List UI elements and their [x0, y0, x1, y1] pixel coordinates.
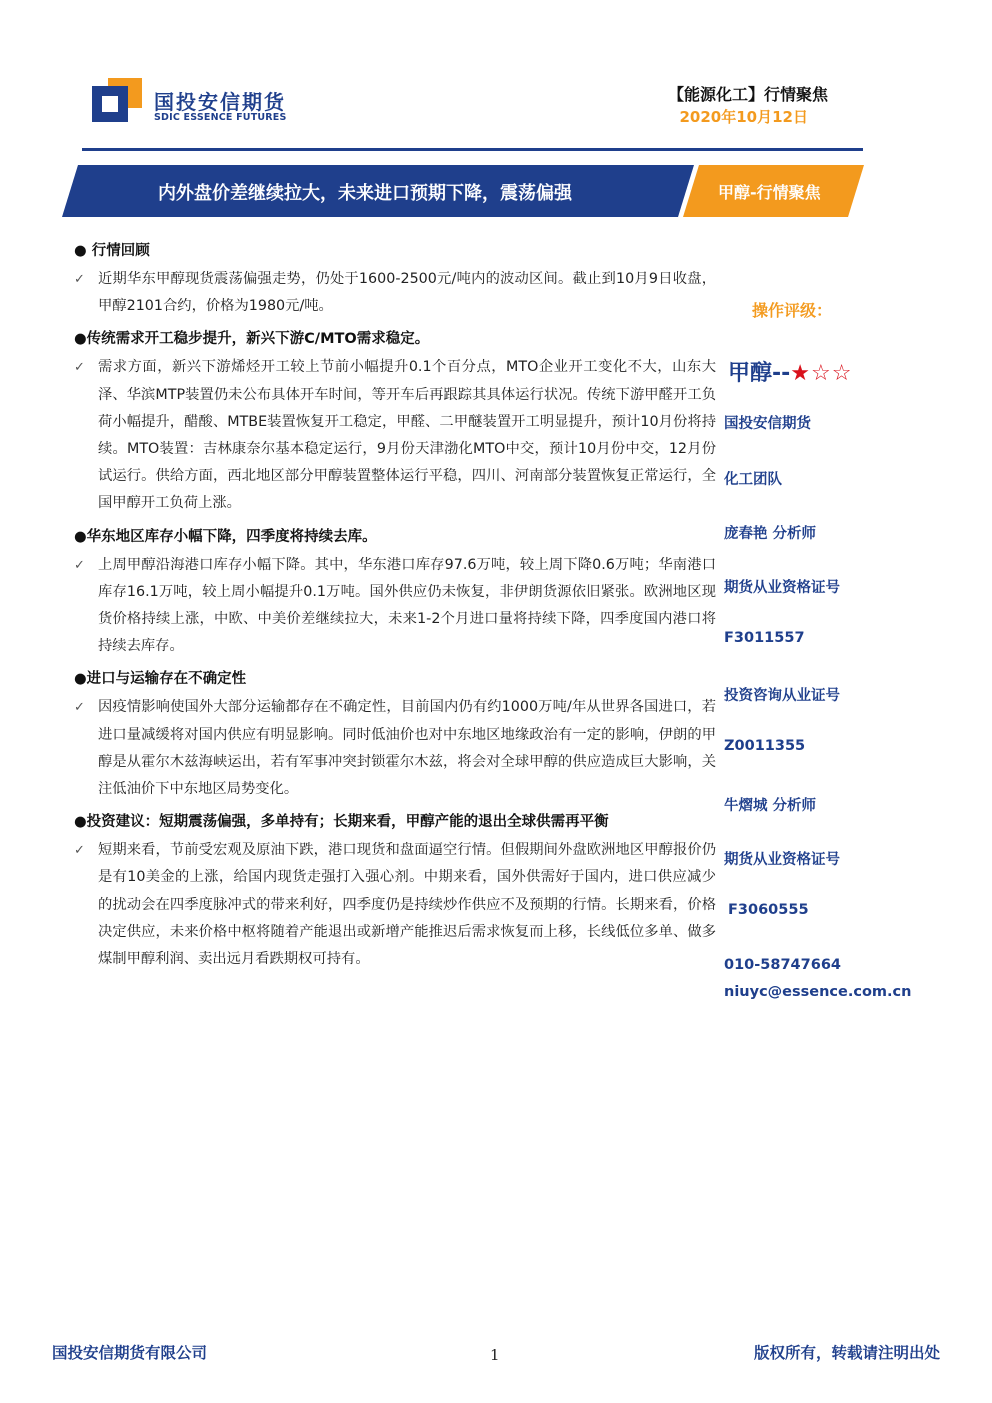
contact-phone: 010-58747664 [724, 957, 841, 973]
sidebar-company: 国投安信期货 [724, 416, 811, 432]
analyst-name: 庞春艳 分析师 [724, 526, 817, 542]
section-heading: ●华东地区库存小幅下降，四季度将持续去库。 [74, 528, 377, 545]
section-paragraph [74, 837, 716, 973]
cert-label: 期货从业资格证号 [724, 580, 840, 596]
check-icon: ✓ [74, 557, 85, 573]
report-category: 【能源化工】行情聚焦 [667, 85, 828, 104]
cert-number: F3011557 [724, 630, 805, 646]
section-paragraph [74, 552, 716, 661]
check-icon: ✓ [74, 272, 85, 287]
logo-text-en: SDIC ESSENCE FUTURES [154, 112, 287, 123]
logo-text-cn: 国投安信期货 [154, 90, 286, 114]
cert-number: F3060555 [728, 902, 809, 918]
analyst-name: 牛熠城 分析师 [724, 798, 817, 814]
rating [728, 356, 852, 387]
page-number: 1 [490, 1346, 500, 1364]
section-paragraph [74, 354, 716, 517]
sidebar-team: 化工团队 [724, 472, 782, 488]
paragraph-text: 需求方面，新兴下游烯烃开工较上节前小幅提升0.1个百分点，MTO企业开工变化不大，山东大泽、华滨MTP装置仍未公布具体开车时间，等开车后再跟踪其具体运行状况。传统下游甲醛开工负荷小幅提升，醋酸、MTBE装置恢复开工稳定，甲醛、二甲醚装置开工明显提升，预计10月份将持续。MTO装置：吉林康奈尔基本稳定运行，9月份天津渤化MTO中交，预计10月份中交，12月份试运行。供给方面，西北地区部分甲醇装置整体运行平稳，四川、河南部分装置恢复正常运行，全国甲醇开工负荷上涨。 [98, 359, 716, 512]
report-date: 2020年10月12日 [679, 108, 808, 126]
paragraph-text: 上周甲醇沿海港口库存小幅下降。其中，华东港口库存97.6万吨，较上周下降0.6万吨；华南港口库存16.1万吨，较上周小幅提升0.1万吨。国外供应仍未恢复，非伊朗货源依旧紧张。欧洲地区现货价格持续上涨，中欧、中美价差继续拉大，未来1-2个月进口量将持续下降，四季度国内港口将持续去库存。 [98, 556, 716, 655]
contact-email: niuyc@essence.com.cn [724, 984, 912, 1000]
section-heading: ●进口与运输存在不确定性 [74, 671, 247, 688]
footer-company: 国投安信期货有限公司 [52, 1344, 208, 1362]
section-heading: ● 行情回顾 [74, 243, 150, 259]
paragraph-text: 近期华东甲醇现货震荡偏强走势，仍处于1600-2500元/吨内的波动区间。截止到10月9日收盘，甲醇2101合约，价格为1980元/吨。 [98, 271, 716, 315]
check-icon: ✓ [74, 843, 85, 859]
consult-number: Z0011355 [724, 738, 806, 754]
section-heading: ●传统需求开工稳步提升，新兴下游C/MTO需求稳定。 [74, 331, 430, 348]
report-title: 内外盘价差继续拉大，未来进口预期下降，震荡偏强 [158, 183, 572, 204]
rating-stars-icon: ★☆☆ [790, 361, 853, 386]
check-icon: ✓ [74, 360, 85, 376]
header-divider [82, 148, 863, 151]
section-heading: ●投资建议：短期震荡偏强，多单持有；长期来看，甲醇产能的退出全球供需再平衡 [74, 814, 609, 831]
title-banner [62, 165, 864, 217]
rating-product: 甲醇-- [728, 361, 791, 386]
paragraph-text: 因疫情影响使国外大部分运输都存在不确定性，目前国内仍有约1000万吨/年从世界各国进口，若进口量减缓将对国内供应有明显影响。同时低油价也对中东地区地缘政治有一定的影响，伊朗的甲醇是从霍尔木兹海峡运出，若有军事冲突封锁霍尔木兹，将会对全球甲醇的供应造成巨大影响，关注低油价下中东地区局势变化。 [98, 699, 716, 798]
paragraph-text: 短期来看，节前受宏观及原油下跌，港口现货和盘面逼空行情。但假期间外盘欧洲地区甲醇报价仍是有10美金的上涨，给国内现货走强打入强心剂。中期来看，国外供需好于国内，进口供应减少的扰动会在四季度脉冲式的带来利好，四季度仍是持续炒作供应不及预期的行情。长期来看，价格决定供应，未来价格中枢将随着产能退出或新增产能推迟后需求恢复而上移，长线低位多单、做多煤制甲醇利润、卖出远月看跌期权可持有。 [98, 842, 716, 968]
main-content [74, 236, 716, 977]
check-icon: ✓ [74, 700, 85, 716]
footer-copyright: 版权所有，转载请注明出处 [753, 1344, 940, 1362]
company-logo [92, 78, 332, 126]
rating-label: 操作评级： [752, 301, 833, 320]
section-paragraph [74, 266, 716, 320]
section-paragraph [74, 694, 716, 803]
cert-label: 期货从业资格证号 [724, 852, 840, 868]
report-tag: 甲醇-行情聚焦 [718, 183, 821, 202]
consult-label: 投资咨询从业证号 [724, 688, 840, 704]
logo-mark-icon [92, 78, 142, 122]
